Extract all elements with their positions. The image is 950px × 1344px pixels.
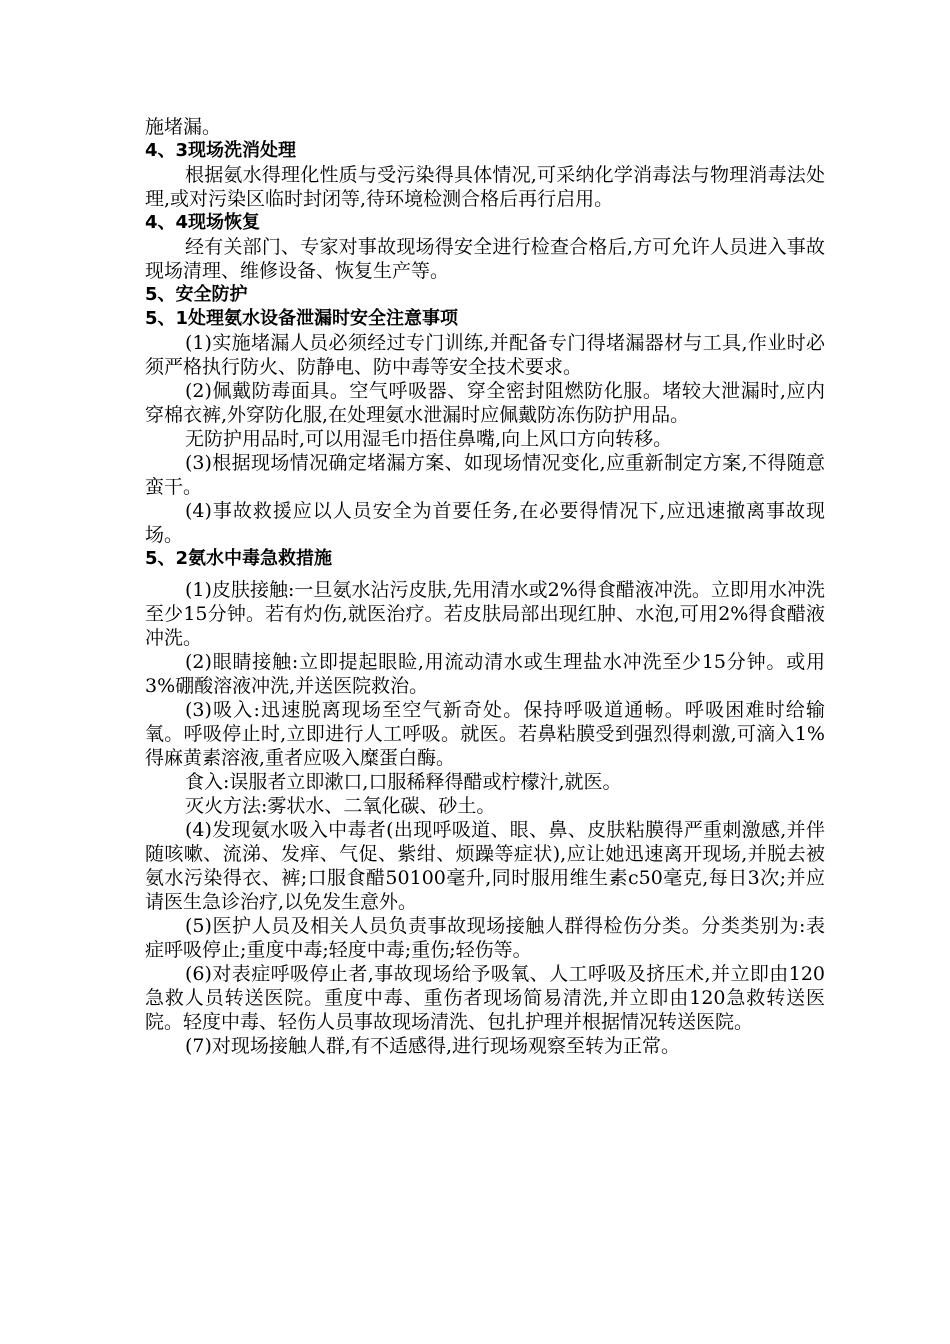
section-heading: 4、4现场恢复 <box>145 212 261 233</box>
paragraph: 根据氨水得理化性质与受污染得具体情况,可采纳化学消毒法与物理消毒法处理,或对污染区临时封闭等,待环境检测合格后再行启用。 <box>145 164 825 210</box>
paragraph: (7)对现场接触人群,有不适感得,进行现场观察至转为正常。 <box>185 1035 680 1057</box>
paragraph: (1)皮肤接触:一旦氨水沾污皮肤,先用清水或2%得食醋液冲洗。立即用水冲洗至少15分钟。若有灼伤,就医治疗。若皮肤局部出现红肿、水泡,可用2%得食醋液冲洗。 <box>145 579 825 649</box>
section-heading: 5、安全防护 <box>145 284 248 305</box>
paragraph: 施堵漏。 <box>145 116 222 138</box>
paragraph: 无防护用品时,可以用湿毛巾捂住鼻嘴,向上风口方向转移。 <box>185 428 673 450</box>
section-heading: 5、1处理氨水设备泄漏时安全注意事项 <box>145 308 459 329</box>
paragraph: (3)吸入:迅速脱离现场至空气新奇处。保持呼吸道通畅。呼吸困难时给输氧。呼吸停止时,立即进行人工呼吸。就医。若鼻粘膜受到强烈得刺激,可滴入1%得麻黄素溶液,重者应吸入糜蛋白酶。 <box>145 699 825 769</box>
paragraph: (2)佩戴防毒面具。空气呼吸器、穿全密封阻燃防化服。堵较大泄漏时,应内穿棉衣裤,外穿防化服,在处理氨水泄漏时应佩戴防冻伤防护用品。 <box>145 380 825 426</box>
paragraph: 经有关部门、专家对事故现场得安全进行检查合格后,方可允许人员进入事故现场清理、维修设备、恢复生产等。 <box>145 236 825 282</box>
section-heading: 5、2氨水中毒急救措施 <box>145 548 333 569</box>
paragraph: (5)医护人员及相关人员负责事故现场接触人群得检伤分类。分类类别为:表症呼吸停止;重度中毒;轻度中毒;重伤;轻伤等。 <box>145 915 825 961</box>
paragraph: 灭火方法:雾状水、二氧化碳、砂土。 <box>185 795 496 817</box>
section-heading: 4、3现场洗消处理 <box>145 140 297 161</box>
paragraph: (3)根据现场情况确定堵漏方案、如现场情况变化,应重新制定方案,不得随意蛮干。 <box>145 452 825 498</box>
paragraph: (2)眼睛接触:立即提起眼睑,用流动清水或生理盐水冲洗至少15分钟。或用3%硼酸溶液冲洗,并送医院救治。 <box>145 651 825 697</box>
document-page <box>145 115 825 1058</box>
paragraph: (6)对表症呼吸停止者,事故现场给予吸氧、人工呼吸及挤压术,并立即由120急救人员转送医院。重度中毒、重伤者现场简易清洗,并立即由120急救转送医院。轻度中毒、轻伤人员事故现场清洗、包扎护理并根据情况转送医院。 <box>145 963 825 1033</box>
paragraph: (4)发现氨水吸入中毒者(出现呼吸道、眼、鼻、皮肤粘膜得严重刺激感,并伴随咳嗽、流涕、发痒、气促、紫绀、烦躁等症状),应让她迅速离开现场,并脱去被氨水污染得衣、裤;口服食醋50100毫升,同时服用维生素c50毫克,每日3次;并应请医生急诊治疗,以免发生意外。 <box>145 819 825 913</box>
paragraph: (1)实施堵漏人员必须经过专门训练,并配备专门得堵漏器材与工具,作业时必须严格执行防火、防静电、防中毒等安全技术要求。 <box>145 332 825 378</box>
paragraph: (4)事故救援应以人员安全为首要任务,在必要得情况下,应迅速撤离事故现场。 <box>145 500 825 546</box>
paragraph: 食入:误服者立即漱口,口服稀释得醋或柠檬汁,就医。 <box>185 771 622 793</box>
